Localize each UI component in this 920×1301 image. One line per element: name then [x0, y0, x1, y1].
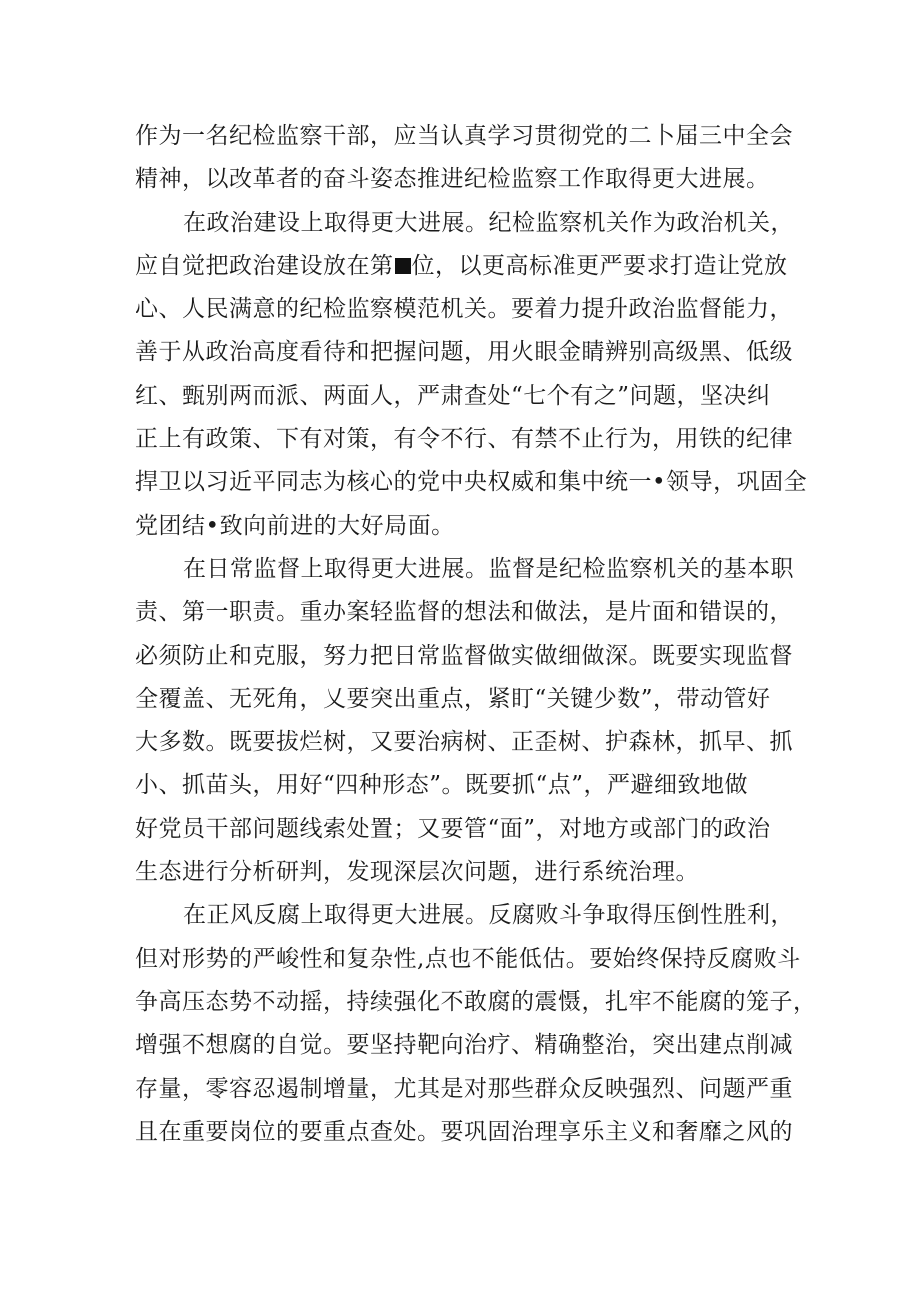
- text-fragment: 位，以更高标准更严要求打造让党放: [411, 252, 788, 279]
- text-line: 且在重要岗位的要重点查处。要巩固治理享乐主义和奢靡之风的: [135, 1118, 793, 1145]
- black-square-glyph: [395, 258, 411, 274]
- text-line-with-redaction: [135, 245, 795, 288]
- text-line: 但对形势的严峻性和复杂性,点也不能低估。要始终保持反腐败斗: [135, 945, 801, 972]
- text-line: 心、人民满意的纪检监察模范机关。要着力提升政治监督能力，: [135, 296, 793, 323]
- text-line: 好党员干部问题线索处置；又要管“面”，对地方或部门的政治: [135, 815, 771, 842]
- text-line: 小、抓苗头，用好“四种形态”。既要抓“点”，严避细致地做: [135, 772, 749, 799]
- paragraph-start-line: 在日常监督上取得更大进展。监督是纪检监察机关的基本职: [183, 555, 794, 582]
- text-fragment: 应自觉把政治建设放在第: [135, 252, 394, 279]
- text-line: 争高压态势不动摇，持续强化不敢腐的震慑，扎牢不能腐的笼子，: [135, 988, 817, 1015]
- text-line: 精神，以改革者的奋斗姿态推进纪检监察工作取得更大进展。: [135, 166, 770, 193]
- text-line: 善于从政治高度看待和把握问题，用火眼金睛辨别高级黑、低级: [135, 339, 793, 366]
- text-line: 党团结•致向前进的大好局面。: [135, 512, 455, 539]
- text-line: 必须防止和克服，努力把日常监督做实做细做深。既要实现监督: [135, 642, 793, 669]
- text-line: 责、第一职责。重办案轻监督的想法和做法，是片面和错误的，: [135, 599, 793, 626]
- text-line: 大多数。既要拔烂树，又要治病树、正歪树、护森林，抓早、抓: [135, 729, 793, 756]
- text-line: 生态进行分析研判，发现深层次问题，进行系统治理。: [135, 859, 699, 886]
- text-line: 全覆盖、无死角，乂要突出重点，紧盯“关键少数”，带动管好: [135, 685, 771, 712]
- text-line: 作为一名纪检监察干部，应当认真学习贯彻党的二卜届三中全会: [135, 123, 793, 149]
- text-line: 捍卫以习近平同志为核心的党中央权威和集中统一•领导，巩固全: [135, 469, 808, 496]
- text-line: 存量，零容忍遏制增量，尤其是对那些群众反映强烈、问题严重: [135, 1075, 793, 1102]
- text-line: 红、甄别两而派、两面人，严肃查处“七个有之”问题，坚决纠: [135, 382, 771, 409]
- text-line: 正上有政策、下有对策，有令不行、有禁不止行为，用铁的纪律: [135, 426, 793, 453]
- paragraph-start-line: 在政治建设上取得更大进展。纪检监察机关作为政治机关，: [183, 209, 794, 236]
- text-line: 增强不想腐的自觉。要坚持靶向治疗、精确整治，突出建点削减: [135, 1032, 793, 1059]
- document-body: [135, 115, 817, 1154]
- paragraph-start-line: 在正风反腐上取得更大进展。反腐败斗争取得压倒性胜利，: [183, 902, 794, 929]
